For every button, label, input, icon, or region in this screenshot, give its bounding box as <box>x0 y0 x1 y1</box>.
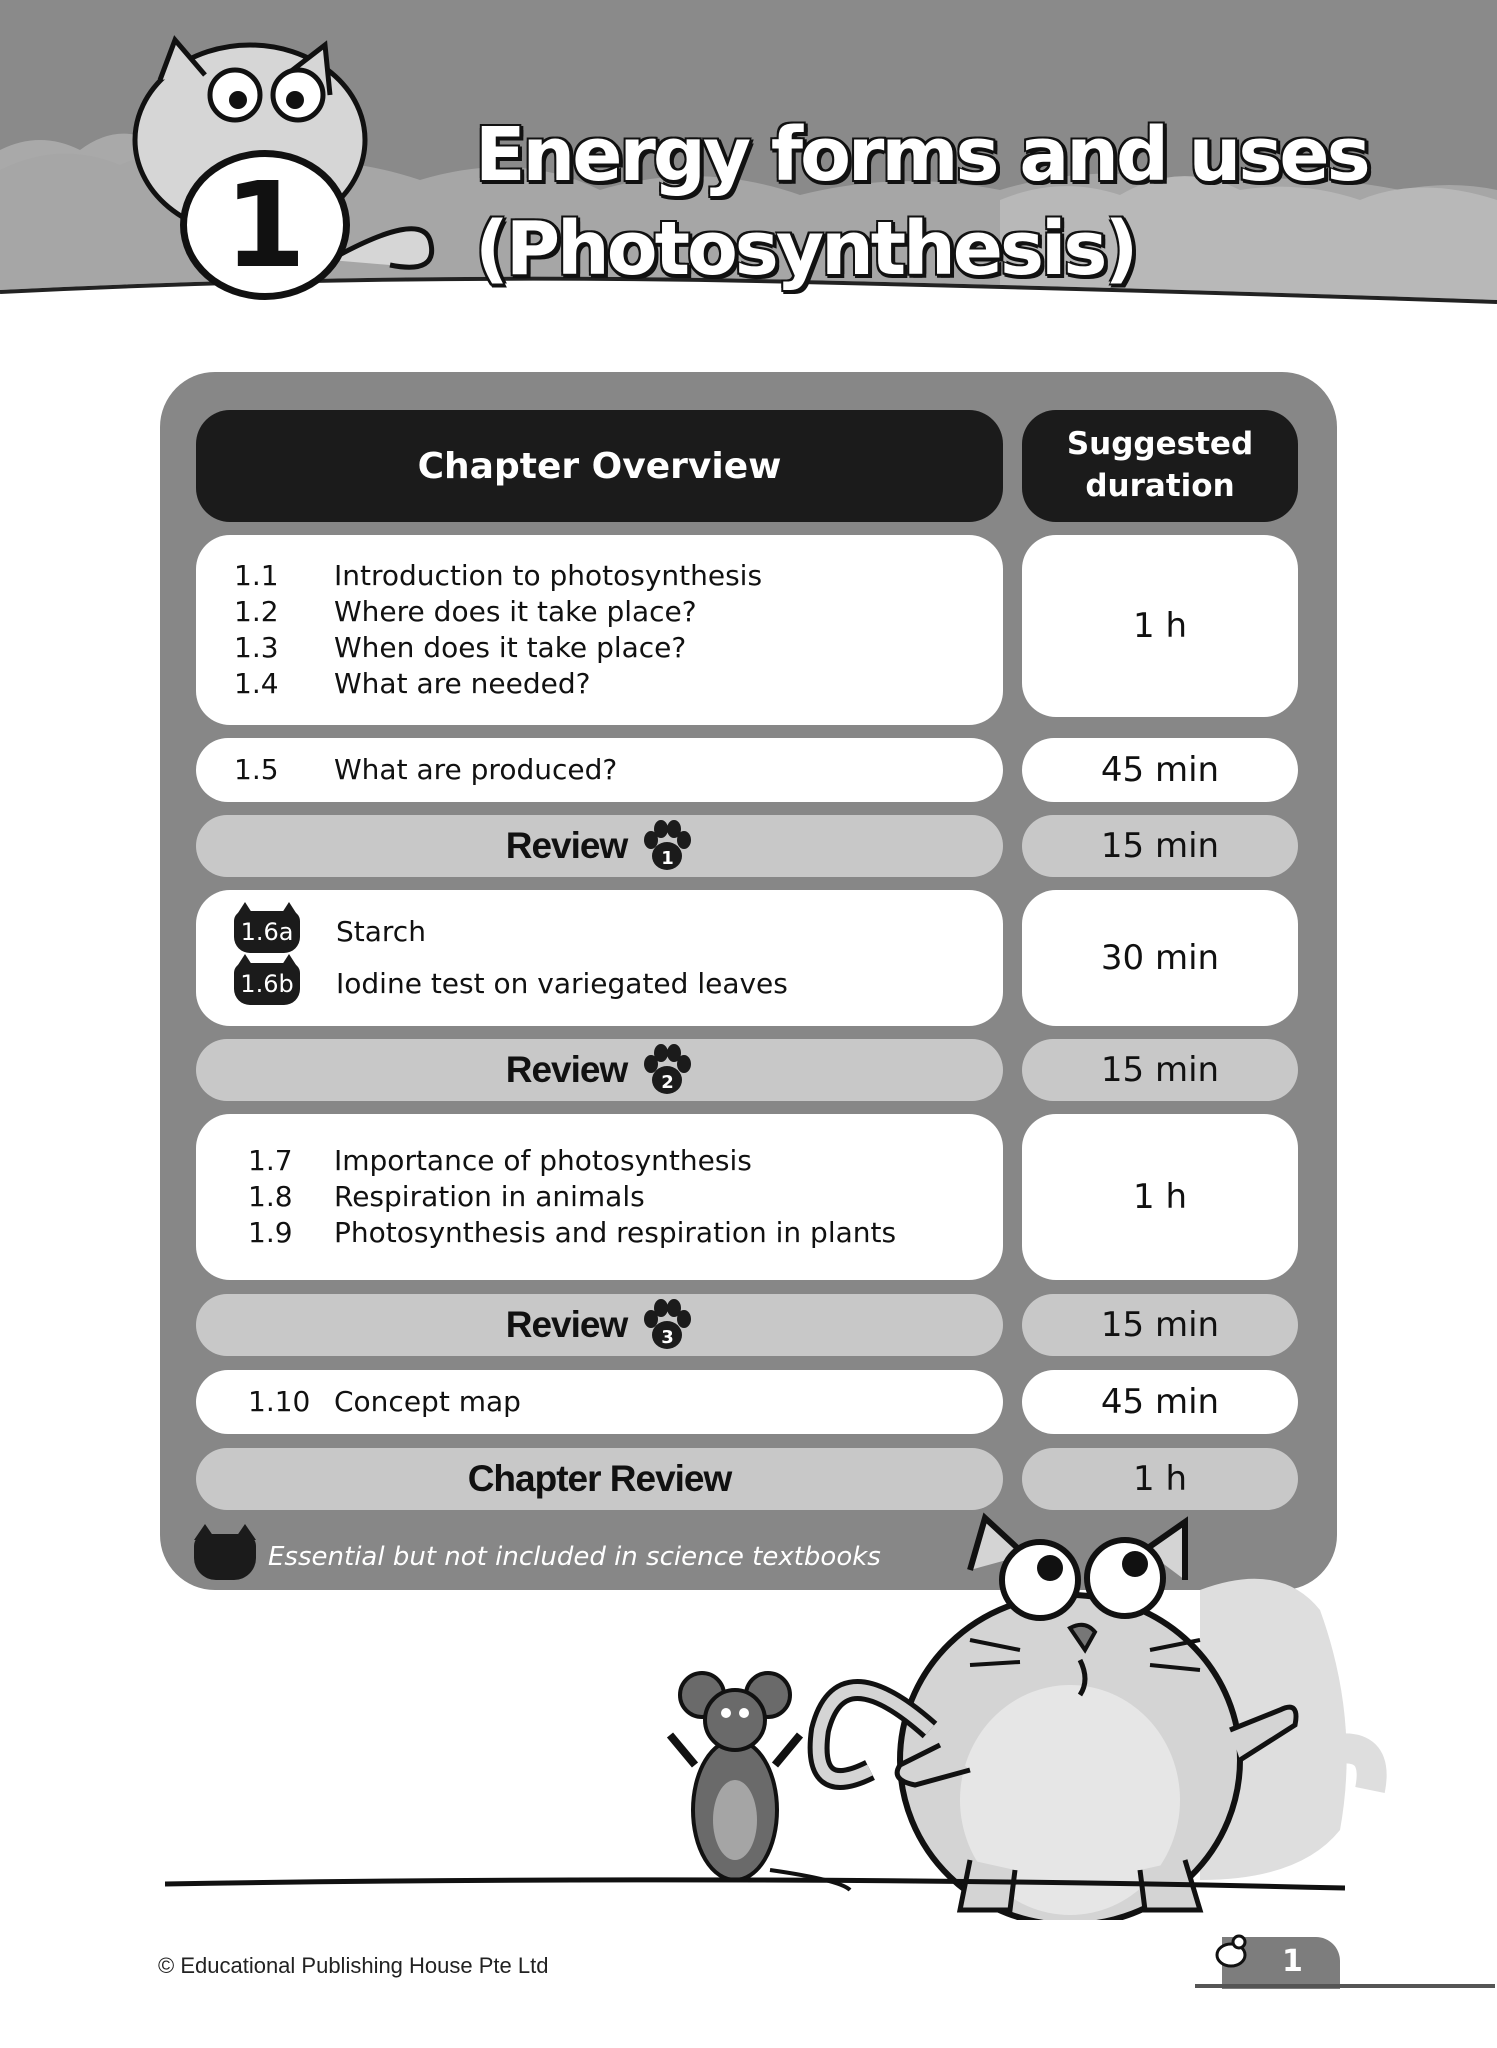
item-text: Starch <box>336 915 426 948</box>
review-number: 1 <box>661 848 674 869</box>
essential-badge: 1.6b <box>234 963 300 1005</box>
duration-cell-1 <box>1022 535 1298 717</box>
list-item <box>234 752 1003 788</box>
duration-header <box>1022 410 1298 522</box>
footer-rule <box>1195 1984 1495 1990</box>
overview-row-4 <box>196 1114 1003 1280</box>
duration-value: 1 h <box>1133 606 1187 646</box>
item-text: Introduction to photosynthesis <box>334 559 763 592</box>
list-item <box>234 1143 1003 1179</box>
item-number: 1.10 <box>248 1385 311 1418</box>
overview-row-3 <box>196 890 1003 1026</box>
chapter-title-line-2: (Photosynthesis) <box>475 206 1136 292</box>
review-label: Review <box>505 825 628 866</box>
overview-row-5 <box>196 1370 1003 1434</box>
cat-and-mouse-illustration <box>640 1500 1400 1920</box>
item-text: What are needed? <box>334 667 591 700</box>
item-number: 1.7 <box>248 1144 293 1177</box>
chapter-number-badge: 1 <box>180 150 350 300</box>
duration-value: 30 min <box>1100 938 1220 978</box>
item-number: 1.4 <box>234 667 279 700</box>
list-item <box>234 666 1003 702</box>
review-row-3 <box>196 1294 1003 1356</box>
item-number: 1.3 <box>234 631 279 664</box>
duration-cell-4 <box>1022 890 1298 1026</box>
essential-badge: 1.6a <box>234 911 300 953</box>
duration-value: 15 min <box>1100 1305 1220 1345</box>
legend-text: Essential but not included in science textbooks <box>268 1542 881 1572</box>
item-number: 1.2 <box>234 595 279 628</box>
item-text: Importance of photosynthesis <box>334 1144 752 1177</box>
paw-icon <box>641 1299 693 1351</box>
item-text: Where does it take place? <box>334 595 697 628</box>
list-item <box>234 630 1003 666</box>
overview-header <box>196 410 1003 522</box>
duration-header-line-1: Suggested <box>1066 426 1254 463</box>
duration-cell-3 <box>1022 815 1298 877</box>
list-item <box>234 1179 1003 1215</box>
ground-line <box>165 1870 1345 1900</box>
review-label: Review <box>505 1049 628 1090</box>
item-number: 1.1 <box>234 559 279 592</box>
duration-cell-6 <box>1022 1114 1298 1280</box>
overview-row-2 <box>196 738 1003 802</box>
list-item <box>234 558 1003 594</box>
list-item <box>234 1384 1003 1420</box>
overview-row-1 <box>196 535 1003 725</box>
duration-value: 45 min <box>1100 1382 1220 1422</box>
item-text: Iodine test on variegated leaves <box>336 967 788 1000</box>
duration-cell-5 <box>1022 1039 1298 1101</box>
item-number: 1.9 <box>248 1216 293 1249</box>
item-text: Photosynthesis and respiration in plants <box>334 1216 897 1249</box>
chapter-title-line-1: Energy forms and uses <box>475 112 1368 198</box>
item-text: When does it take place? <box>334 631 687 664</box>
duration-value: 15 min <box>1100 1050 1220 1090</box>
review-number: 3 <box>661 1327 674 1348</box>
review-label: Chapter Review <box>467 1458 732 1499</box>
list-item <box>234 1215 1003 1251</box>
item-text: What are produced? <box>334 753 618 786</box>
review-row-1 <box>196 815 1003 877</box>
duration-cell-8 <box>1022 1370 1298 1434</box>
review-label: Review <box>505 1304 628 1345</box>
paw-print-icon <box>1206 1930 1256 1970</box>
list-item <box>234 911 1003 953</box>
duration-value: 45 min <box>1100 750 1220 790</box>
list-item <box>234 594 1003 630</box>
duration-value: 1 h <box>1133 1177 1187 1217</box>
review-row-2 <box>196 1039 1003 1101</box>
overview-header-label: Chapter Overview <box>417 445 782 487</box>
paw-icon <box>641 1044 693 1096</box>
duration-value: 1 h <box>1133 1459 1187 1499</box>
chapter-header <box>0 0 1497 320</box>
duration-header-line-2: duration <box>1085 468 1235 504</box>
item-text: Respiration in animals <box>334 1180 645 1213</box>
item-number: 1.5 <box>234 753 279 786</box>
list-item <box>234 963 1003 1005</box>
duration-cell-7 <box>1022 1294 1298 1356</box>
duration-cell-2 <box>1022 738 1298 802</box>
item-number: 1.8 <box>248 1180 293 1213</box>
paw-icon <box>641 820 693 872</box>
duration-value: 15 min <box>1100 826 1220 866</box>
copyright-text: © Educational Publishing House Pte Ltd <box>158 1953 549 1978</box>
item-text: Concept map <box>334 1385 521 1418</box>
review-number: 2 <box>661 1072 674 1093</box>
cat-head-icon <box>194 1534 256 1580</box>
page-number: 1 <box>1282 1944 1303 1979</box>
